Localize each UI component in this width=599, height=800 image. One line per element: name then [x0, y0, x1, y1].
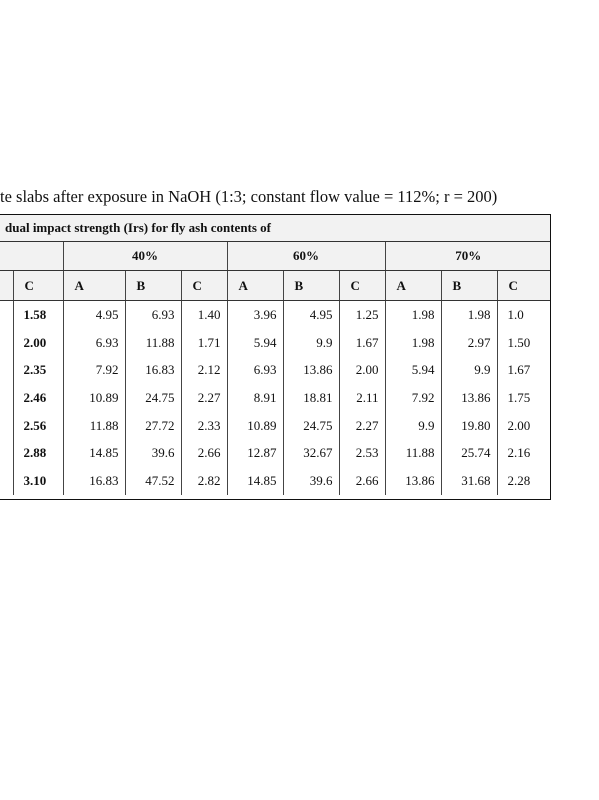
- group-header-edge: [0, 242, 63, 271]
- sub-header-edge: [0, 271, 13, 301]
- cell-edge: [0, 439, 13, 467]
- sub-header-a70: A: [385, 271, 441, 301]
- sub-header-a40: A: [63, 271, 125, 301]
- cell-c0: 2.56: [13, 412, 63, 440]
- impact-strength-table: [0, 214, 551, 500]
- cell-b60: 24.75: [283, 412, 339, 440]
- cell-a70: 1.98: [385, 301, 441, 329]
- cell-a40: 6.93: [63, 329, 125, 357]
- cell-edge: [0, 329, 13, 357]
- table-row: [0, 301, 551, 329]
- cell-c60: 2.11: [339, 384, 385, 412]
- cell-edge: [0, 301, 13, 329]
- cell-a60: 5.94: [227, 329, 283, 357]
- sub-header-b70: B: [441, 271, 497, 301]
- cell-b60: 13.86: [283, 356, 339, 384]
- cell-a60: 10.89: [227, 412, 283, 440]
- table-row: [0, 467, 551, 495]
- cell-a40: 10.89: [63, 384, 125, 412]
- cell-c70: 1.50: [497, 329, 551, 357]
- cell-c60: 1.25: [339, 301, 385, 329]
- cell-b40: 39.6: [125, 439, 181, 467]
- cell-c70: 2.16: [497, 439, 551, 467]
- cell-b40: 11.88: [125, 329, 181, 357]
- sub-header-c70: C: [497, 271, 551, 301]
- group-header-70: 70%: [385, 242, 551, 271]
- cell-b40: 6.93: [125, 301, 181, 329]
- table-caption: te slabs after exposure in NaOH (1:3; constant flow value = 112%; r = 200): [0, 187, 498, 206]
- cell-b40: 47.52: [125, 467, 181, 495]
- cell-a70: 7.92: [385, 384, 441, 412]
- cell-c40: 1.40: [181, 301, 227, 329]
- super-header: dual impact strength (Irs) for fly ash contents of: [0, 215, 551, 242]
- cell-b70: 19.80: [441, 412, 497, 440]
- cell-a40: 16.83: [63, 467, 125, 495]
- table-row: [0, 439, 551, 467]
- cell-c70: 1.0: [497, 301, 551, 329]
- cell-a70: 11.88: [385, 439, 441, 467]
- cell-c40: 2.12: [181, 356, 227, 384]
- table-row: [0, 356, 551, 384]
- table-row: [0, 384, 551, 412]
- sub-header-b40: B: [125, 271, 181, 301]
- cell-edge: [0, 356, 13, 384]
- cell-c60: 2.27: [339, 412, 385, 440]
- cell-a40: 7.92: [63, 356, 125, 384]
- cell-b70: 2.97: [441, 329, 497, 357]
- cell-c0: 2.46: [13, 384, 63, 412]
- data-table: [0, 215, 551, 495]
- cell-c60: 2.66: [339, 467, 385, 495]
- cell-a60: 6.93: [227, 356, 283, 384]
- cell-c0: 2.00: [13, 329, 63, 357]
- cell-c0: 2.35: [13, 356, 63, 384]
- cell-c60: 2.00: [339, 356, 385, 384]
- cell-c70: 1.75: [497, 384, 551, 412]
- cell-b70: 25.74: [441, 439, 497, 467]
- sub-header-a60: A: [227, 271, 283, 301]
- cell-a60: 12.87: [227, 439, 283, 467]
- cell-a40: 14.85: [63, 439, 125, 467]
- cell-c70: 2.00: [497, 412, 551, 440]
- cell-a70: 13.86: [385, 467, 441, 495]
- cell-a70: 5.94: [385, 356, 441, 384]
- cell-b60: 32.67: [283, 439, 339, 467]
- cell-b60: 18.81: [283, 384, 339, 412]
- cell-b60: 4.95: [283, 301, 339, 329]
- group-header-60: 60%: [227, 242, 385, 271]
- cell-c40: 2.82: [181, 467, 227, 495]
- cell-c0: 2.88: [13, 439, 63, 467]
- cell-a60: 8.91: [227, 384, 283, 412]
- cell-a60: 14.85: [227, 467, 283, 495]
- cell-b40: 27.72: [125, 412, 181, 440]
- cell-c0: 1.58: [13, 301, 63, 329]
- table-row: [0, 412, 551, 440]
- cell-c60: 1.67: [339, 329, 385, 357]
- sub-header-b60: B: [283, 271, 339, 301]
- cell-c40: 2.27: [181, 384, 227, 412]
- cell-edge: [0, 467, 13, 495]
- cell-c40: 1.71: [181, 329, 227, 357]
- cell-b70: 1.98: [441, 301, 497, 329]
- sub-header-c0: C: [13, 271, 63, 301]
- cell-b70: 13.86: [441, 384, 497, 412]
- cell-c0: 3.10: [13, 467, 63, 495]
- cell-c60: 2.53: [339, 439, 385, 467]
- table-row: [0, 329, 551, 357]
- group-header-40: 40%: [63, 242, 227, 271]
- cell-a40: 11.88: [63, 412, 125, 440]
- cell-a60: 3.96: [227, 301, 283, 329]
- cell-a70: 9.9: [385, 412, 441, 440]
- cell-edge: [0, 384, 13, 412]
- cell-a70: 1.98: [385, 329, 441, 357]
- cell-b40: 16.83: [125, 356, 181, 384]
- cell-b70: 31.68: [441, 467, 497, 495]
- cell-b60: 39.6: [283, 467, 339, 495]
- sub-header-c60: C: [339, 271, 385, 301]
- cell-a40: 4.95: [63, 301, 125, 329]
- sub-header-c40: C: [181, 271, 227, 301]
- cell-c70: 1.67: [497, 356, 551, 384]
- cell-c40: 2.33: [181, 412, 227, 440]
- cell-b60: 9.9: [283, 329, 339, 357]
- cell-b40: 24.75: [125, 384, 181, 412]
- cell-c40: 2.66: [181, 439, 227, 467]
- cell-c70: 2.28: [497, 467, 551, 495]
- cell-edge: [0, 412, 13, 440]
- cell-b70: 9.9: [441, 356, 497, 384]
